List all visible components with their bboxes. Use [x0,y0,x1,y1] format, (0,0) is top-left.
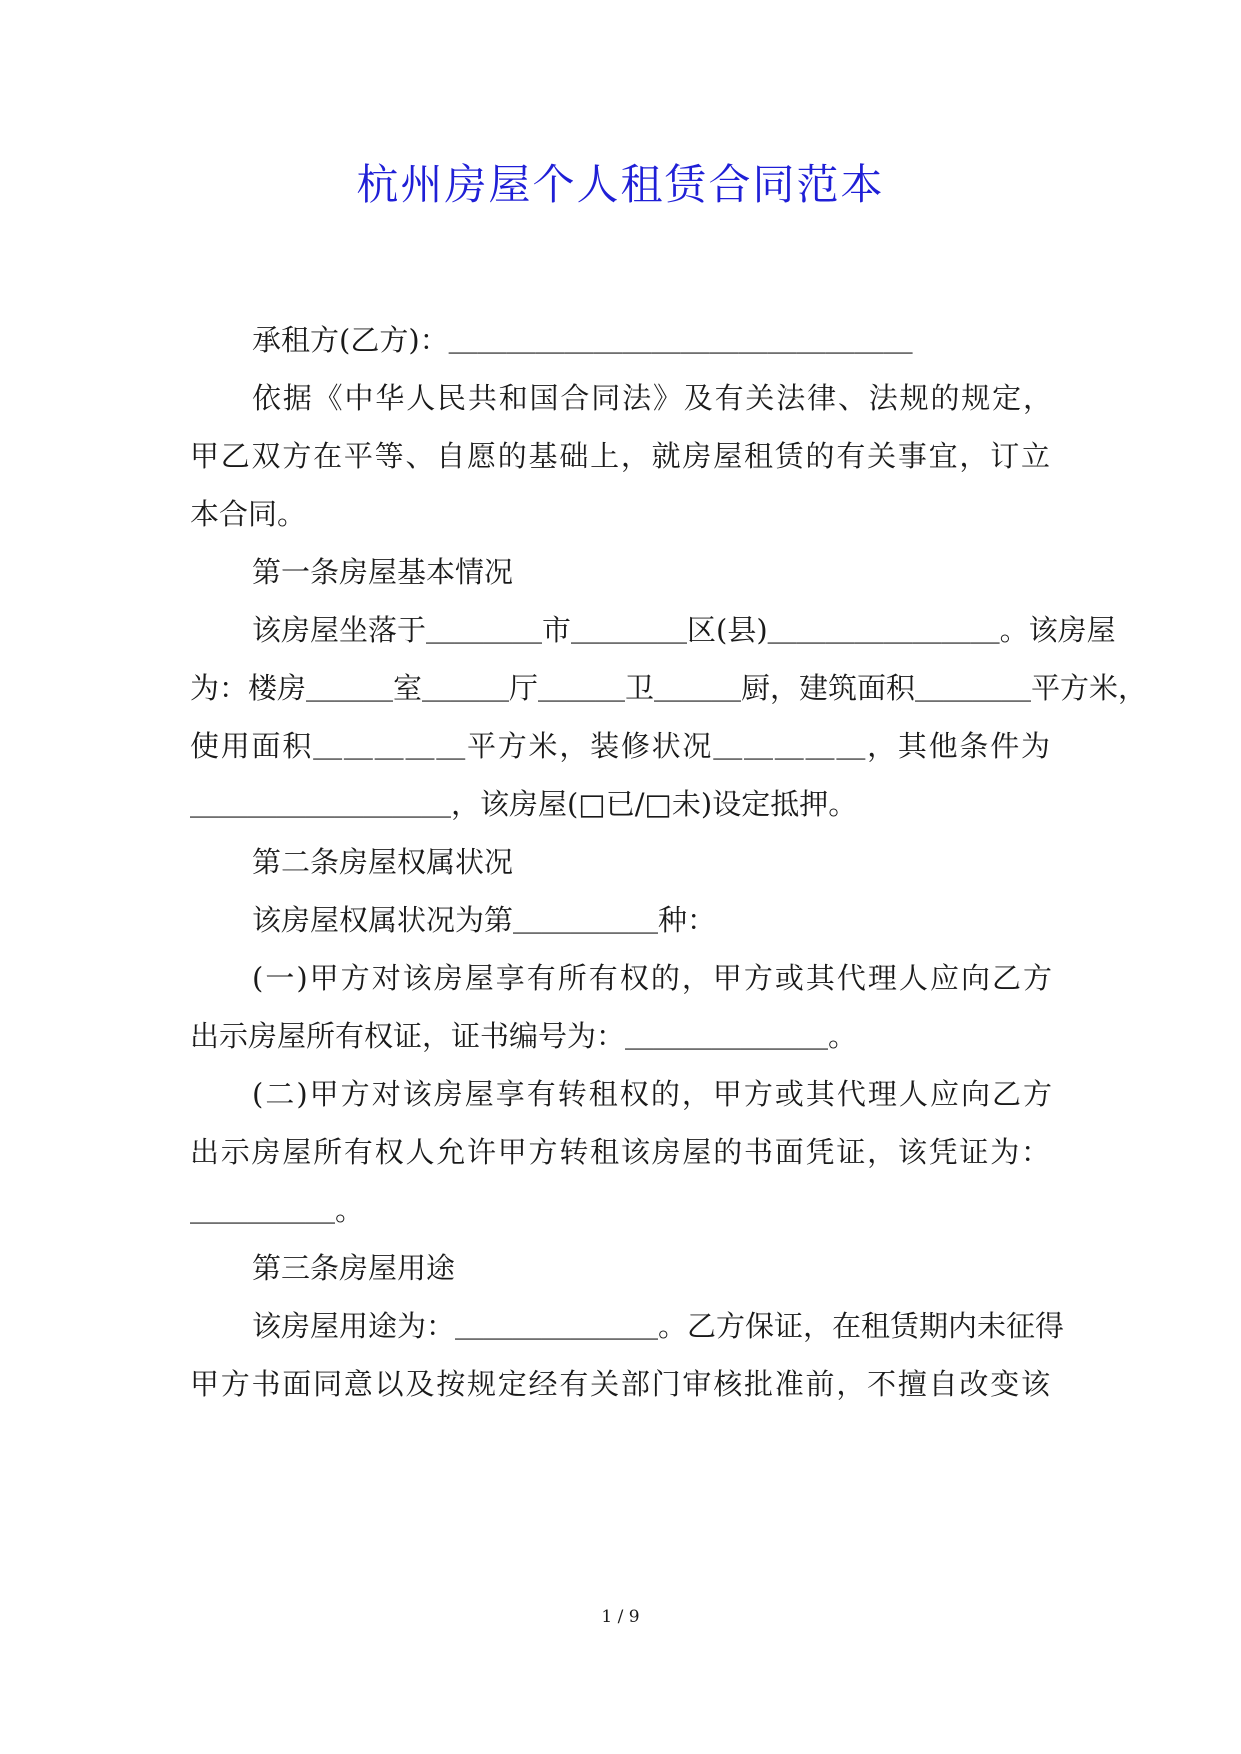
text-line: 甲方书面同意以及按规定经有关部门审核批准前，不擅自改变该 [190,1367,1050,1401]
page-number: 1 / 9 [601,1607,640,1627]
section-heading: 第三条房屋用途 [252,1251,456,1285]
text-line: 出示房屋所有权证，证书编号为：＿＿＿＿＿＿＿。 [190,1019,858,1053]
text-line: 使用面积＿＿＿＿＿平方米，装修状况＿＿＿＿＿，其他条件为 [190,729,1050,763]
text-line: 为：楼房＿＿＿室＿＿＿厅＿＿＿卫＿＿＿厨，建筑面积＿＿＿＿平方米， [190,671,1148,705]
text-line: (一)甲方对该房屋享有所有权的，甲方或其代理人应向乙方 [252,961,1052,995]
text-line: ＿＿＿＿＿＿＿＿＿，该房屋(□已/□未)设定抵押。 [190,787,858,821]
text-line: 该房屋权属状况为第＿＿＿＿＿种： [252,903,717,937]
section-heading: 第二条房屋权属状况 [252,845,514,879]
text-line: 甲乙双方在平等、自愿的基础上，就房屋租赁的有关事宜，订立 [190,439,1050,473]
text-line: (二)甲方对该房屋享有转租权的，甲方或其代理人应向乙方 [252,1077,1052,1111]
text-line: 该房屋坐落于＿＿＿＿市＿＿＿＿区(县)＿＿＿＿＿＿＿＿。该房屋 [252,613,1116,647]
text-line: 出示房屋所有权人允许甲方转租该房屋的书面凭证，该凭证为： [190,1135,1050,1169]
text-line: ＿＿＿＿＿。 [190,1193,365,1227]
text-line: 承租方(乙方)：＿＿＿＿＿＿＿＿＿＿＿＿＿＿＿＿ [252,323,913,357]
document-title: 杭州房屋个人租赁合同范本 [356,160,885,209]
text-line: 依据《中华人民共和国合同法》及有关法律、法规的规定， [252,381,1052,415]
section-heading: 第一条房屋基本情况 [252,555,514,589]
text-line: 该房屋用途为：＿＿＿＿＿＿＿。乙方保证，在租赁期内未征得 [252,1309,1065,1343]
text-line: 本合同。 [190,497,307,531]
